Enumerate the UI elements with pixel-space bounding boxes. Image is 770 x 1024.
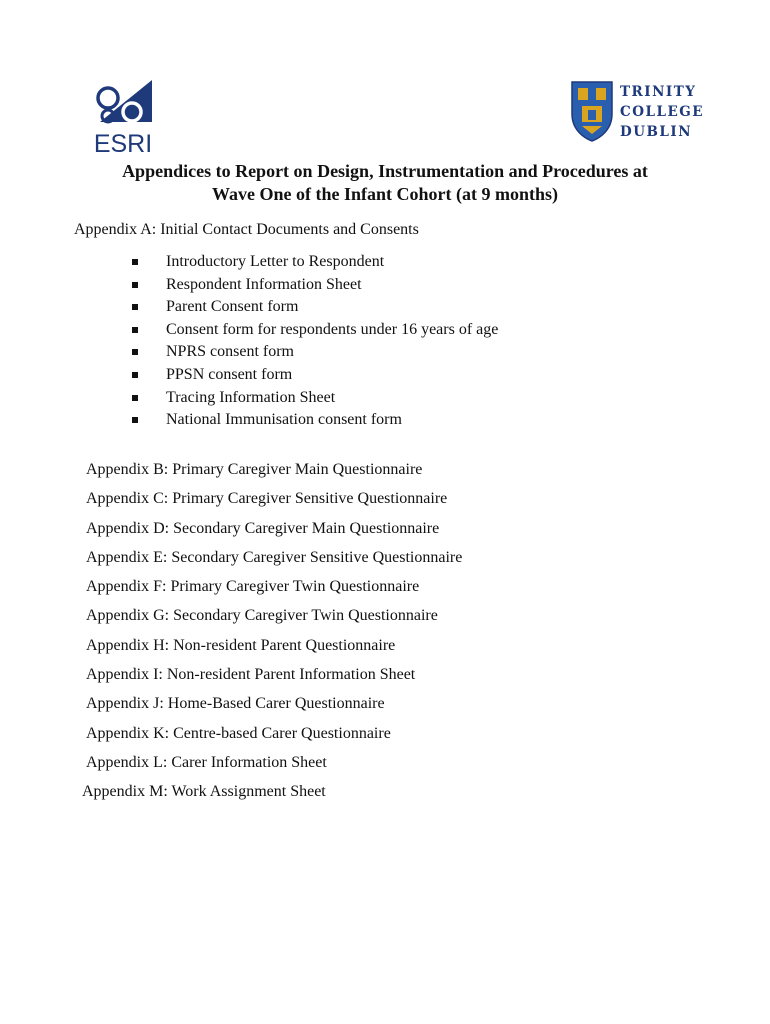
- bullet-icon: [132, 259, 138, 265]
- bullet-icon: [132, 372, 138, 378]
- appendix-i-text: Appendix I: Non-resident Parent Information Sheet: [86, 666, 416, 684]
- tcd-line-1: TRINITY: [620, 84, 697, 100]
- title-line-2: Wave One of the Infant Cohort (at 9 months): [212, 184, 558, 204]
- bullet-icon: [132, 282, 138, 288]
- appendix-a-heading: Appendix A: Initial Contact Documents and Consents: [74, 221, 419, 238]
- list-item-text: Respondent Information Sheet: [166, 275, 362, 293]
- tcd-logo: [570, 80, 705, 146]
- appendix-k-text: Appendix K: Centre-based Carer Questionnaire: [86, 724, 391, 742]
- tcd-logo-text: [620, 82, 704, 142]
- bullet-icon: [132, 327, 138, 333]
- list-item-text: NPRS consent form: [166, 343, 294, 361]
- list-item-text: Consent form for respondents under 16 years of age: [166, 320, 499, 338]
- bullet-icon: [132, 349, 138, 355]
- bullet-icon: [132, 417, 138, 423]
- bullet-icon: [132, 304, 138, 310]
- appendix-e-text: Appendix E: Secondary Caregiver Sensitive Questionnaire: [86, 548, 463, 566]
- list-item-text: Tracing Information Sheet: [166, 388, 336, 406]
- appendix-l-text: Appendix L: Carer Information Sheet: [86, 753, 327, 771]
- tcd-line-2: COLLEGE: [620, 104, 705, 120]
- tcd-shield-icon: [570, 80, 614, 142]
- list-item-text: National Immunisation consent form: [166, 411, 402, 429]
- esri-logo: [90, 78, 156, 156]
- tcd-line-3: DUBLIN: [620, 124, 693, 140]
- appendix-g-text: Appendix G: Secondary Caregiver Twin Questionnaire: [86, 607, 438, 625]
- appendix-f-text: Appendix F: Primary Caregiver Twin Questionnaire: [86, 578, 420, 596]
- title-line-1: Appendices to Report on Design, Instrumentation and Procedures at: [122, 161, 648, 181]
- document-title: [40, 160, 730, 206]
- appendix-b-text: Appendix B: Primary Caregiver Main Questionnaire: [86, 461, 423, 478]
- esri-logo-text: ESRI: [93, 130, 153, 156]
- list-item-text: Introductory Letter to Respondent: [166, 253, 385, 270]
- bullet-icon: [132, 395, 138, 401]
- appendix-h-text: Appendix H: Non-resident Parent Questionnaire: [86, 636, 396, 654]
- list-item-text: Parent Consent form: [166, 298, 299, 316]
- appendix-j-text: Appendix J: Home-Based Carer Questionnaire: [86, 695, 385, 713]
- esri-logo-mark: [90, 78, 156, 156]
- list-item-text: PPSN consent form: [166, 365, 293, 383]
- appendix-c-text: Appendix C: Primary Caregiver Sensitive Questionnaire: [86, 490, 448, 508]
- appendix-m-text: Appendix M: Work Assignment Sheet: [82, 783, 326, 801]
- appendix-d-text: Appendix D: Secondary Caregiver Main Questionnaire: [86, 519, 440, 537]
